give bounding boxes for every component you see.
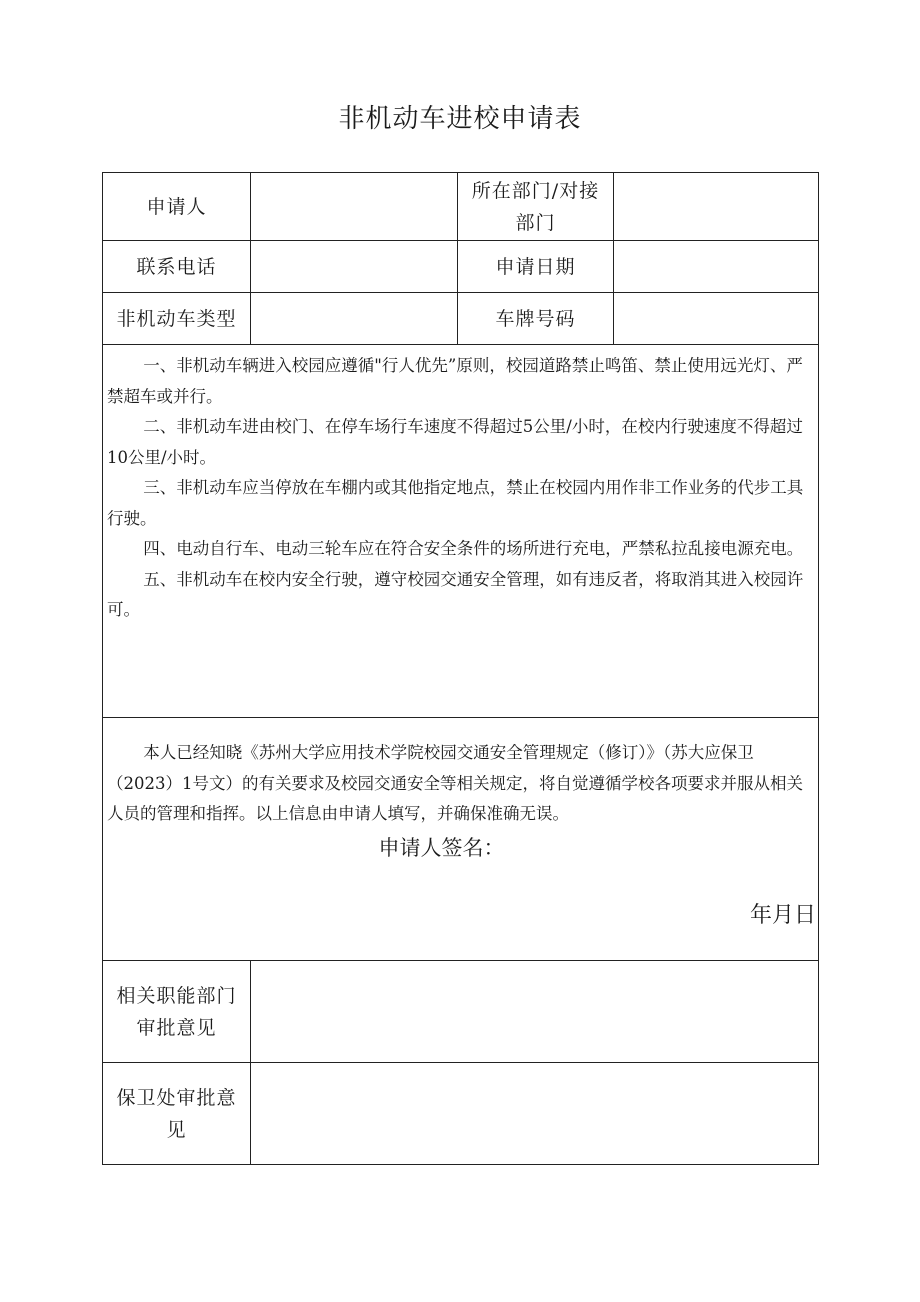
phone-field[interactable] <box>251 241 458 293</box>
rules-section <box>103 345 819 718</box>
date-label: 申请日期 <box>458 241 614 293</box>
page-title: 非机动车进校申请表 <box>338 104 582 134</box>
declaration-section <box>103 718 819 961</box>
plate-field[interactable] <box>614 293 819 345</box>
signature-label: 申请人签名： <box>378 835 505 860</box>
security-approval-label: 保卫处审批意 见 <box>103 1063 251 1165</box>
department-label: 所在部门/对接 部门 <box>458 173 614 241</box>
date-field[interactable] <box>614 241 819 293</box>
declaration-text: 本人已经知晓《苏州大学应用技术学院校园交通安全管理规定（修订）》（苏大应保卫（2023）1号文）的有关要求及校园交通安全等相关规定，将自觉遵循学校各项要求并服从相关人员的管理和指挥。以上信息由申请人填写，并确保准确无误。 <box>107 743 803 823</box>
signature-date: 年月日 <box>749 903 816 928</box>
rule-item: 五、非机动车在校内安全行驶，遵守校园交通安全管理，如有违反者，将取消其进入校园许可。 <box>107 569 804 619</box>
rule-item: 四、电动自行车、电动三轮车应在符合安全条件的场所进行充电，严禁私拉乱接电源充电。 <box>143 539 804 558</box>
security-approval-field[interactable] <box>251 1063 819 1165</box>
department-field[interactable] <box>614 173 819 241</box>
vehicle-type-field[interactable] <box>251 293 458 345</box>
application-form <box>102 172 819 1165</box>
phone-label: 联系电话 <box>103 241 251 293</box>
dept-approval-label: 相关职能部门 审批意见 <box>103 961 251 1063</box>
rule-item: 三、非机动车应当停放在车棚内或其他指定地点，禁止在校园内用作非工作业务的代步工具行驶。 <box>107 478 804 528</box>
applicant-label: 申请人 <box>103 173 251 241</box>
rule-item: 一、非机动车辆进入校园应遵循"行人优先”原则，校园道路禁止鸣笛、禁止使用远光灯、严禁超车或并行。 <box>107 356 803 406</box>
applicant-field[interactable] <box>251 173 458 241</box>
rule-item: 二、非机动车进由校门、在停车场行车速度不得超过5公里/小时，在校内行驶速度不得超过10公里/小时。 <box>107 417 803 467</box>
plate-label: 车牌号码 <box>458 293 614 345</box>
vehicle-type-label: 非机动车类型 <box>103 293 251 345</box>
dept-approval-field[interactable] <box>251 961 819 1063</box>
